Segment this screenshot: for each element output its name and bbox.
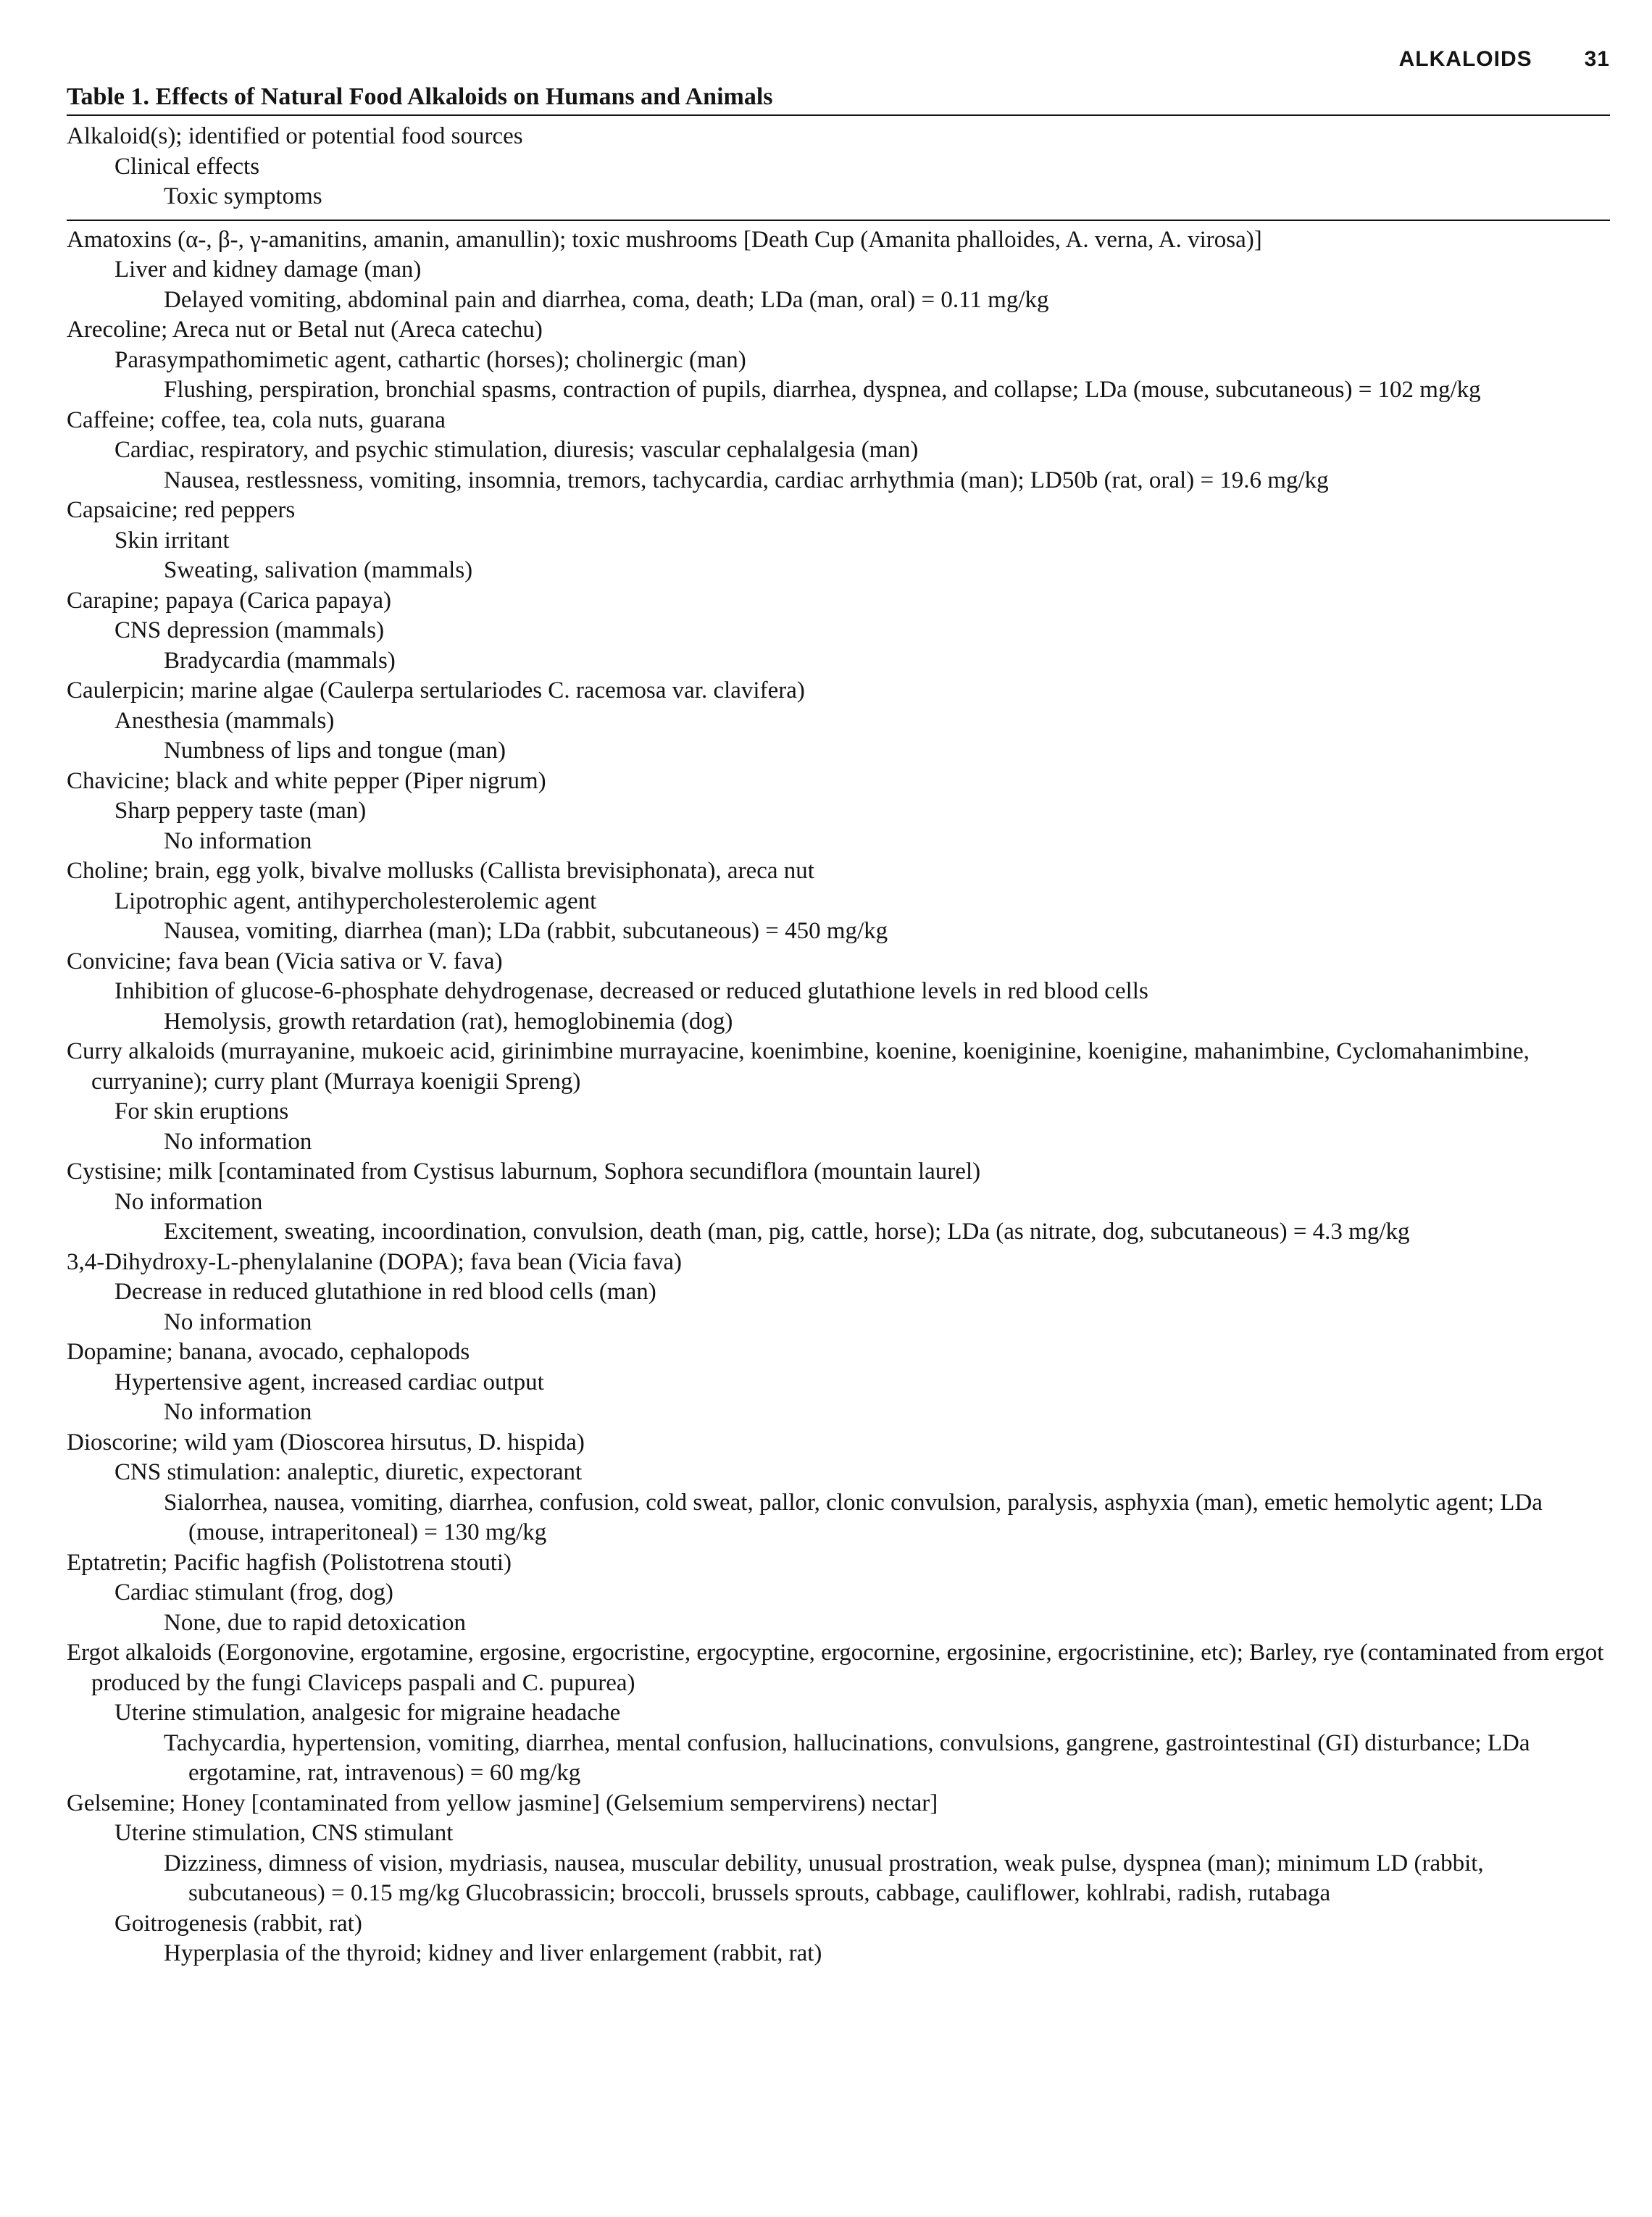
table-title: Table 1. Effects of Natural Food Alkaloids on Humans and Animals [67,83,773,110]
table-entries [67,221,1610,1969]
alkaloid-source: Carapine; papaya (Carica papaya) [67,587,391,614]
clinical-effects: Skin irritant [114,527,230,554]
alkaloid-source: Amatoxins (α-, β-, γ-amanitins, amanin, amanullin); toxic mushrooms [Death Cup (Amanita phalloides, A. verna, A. virosa)] [67,226,1262,253]
alkaloid-source: Arecoline; Areca nut or Betal nut (Areca catechu) [67,317,543,343]
alkaloid-source: Cystisine; milk [contaminated from Cystisus laburnum, Sophora secundiflora (mountain laurel) [67,1158,981,1185]
table-row [67,1037,1610,1157]
toxic-symptoms: Delayed vomiting, abdominal pain and diarrhea, coma, death; LDa (man, oral) = 0.11 mg/kg [164,286,1049,313]
table-row [67,1789,1610,1909]
alkaloid-source: Caulerpicin; marine algae (Caulerpa sertulariodes C. racemosa var. clavifera) [67,677,805,703]
table-row [67,586,1610,677]
alkaloid-source: Eptatretin; Pacific hagfish (Polistotrena stouti) [67,1549,512,1576]
toxic-symptoms: Tachycardia, hypertension, vomiting, diarrhea, mental confusion, hallucinations, convulsions, gangrene, gastrointestinal (GI) disturbance; LDa ergotamine, rat, intravenous) = 60 mg/kg [164,1729,1530,1786]
clinical-effects: Goitrogenesis (rabbit, rat) [114,1910,362,1937]
clinical-effects: Hypertensive agent, increased cardiac output [114,1369,544,1395]
table-row [67,947,1610,1037]
table-row [67,856,1610,947]
table-row [67,767,1610,857]
toxic-symptoms: Sweating, salivation (mammals) [164,557,473,583]
toxic-symptoms: No information [164,1308,312,1335]
clinical-effects: Cardiac, respiratory, and psychic stimulation, diuresis; vascular cephalalgesia (man) [114,437,919,463]
table-row [67,225,1610,316]
document-page [67,41,1610,1969]
column-header-clinical: Clinical effects [114,153,260,180]
toxic-symptoms: No information [164,1399,312,1425]
clinical-effects: CNS depression (mammals) [114,617,385,643]
alkaloid-source: Curry alkaloids (murrayanine, mukoeic acid, girinimbine murrayacine, koenimbine, koenine, koeniginine, koenigine, mahanimbine, Cyclomahanimbine, curryanine); curry plant (Murraya koenigii Spreng) [67,1038,1530,1095]
table-row [67,1548,1610,1639]
table-row [67,406,1610,496]
table-row [67,1428,1610,1548]
toxic-symptoms: None, due to rapid detoxication [164,1609,466,1636]
alkaloid-source: Convicine; fava bean (Vicia sativa or V. fava) [67,948,503,974]
toxic-symptoms: Dizziness, dimness of vision, mydriasis, nausea, muscular debility, unusual prostration, weak pulse, dyspnea (man); minimum LD (rabbit, subcutaneous) = 0.15 mg/kg Glucobrassicin; broccoli, brussels sprouts, cabbage, cauliflower, kohlrabi, radish, rutabaga [164,1850,1484,1906]
table-row [67,315,1610,406]
table-row [67,1638,1610,1789]
table-row [67,496,1610,586]
clinical-effects: Anesthesia (mammals) [114,707,335,734]
clinical-effects: Uterine stimulation, CNS stimulant [114,1820,454,1846]
clinical-effects: Lipotrophic agent, antihypercholesterolemic agent [114,888,597,914]
toxic-symptoms: Hemolysis, growth retardation (rat), hemoglobinemia (dog) [164,1008,733,1035]
toxic-symptoms: Nausea, restlessness, vomiting, insomnia, tremors, tachycardia, cardiac arrhythmia (man); LD50b (rat, oral) = 19.6 mg/kg [164,467,1329,493]
running-head-title: ALKALOIDS [1398,47,1532,71]
table-row [67,676,1610,767]
toxic-symptoms: Bradycardia (mammals) [164,647,396,674]
toxic-symptoms: Nausea, vomiting, diarrhea (man); LDa (rabbit, subcutaneous) = 450 mg/kg [164,918,888,944]
running-head [67,41,1610,78]
alkaloid-source: Gelsemine; Honey [contaminated from yellow jasmine] (Gelsemium sempervirens) nectar] [67,1790,938,1816]
clinical-effects: Cardiac stimulant (frog, dog) [114,1579,393,1606]
table-row [67,1157,1610,1248]
toxic-symptoms: Sialorrhea, nausea, vomiting, diarrhea, confusion, cold sweat, pallor, clonic convulsion, paralysis, asphyxia (man), emetic hemolytic agent; LDa (mouse, intraperitoneal) = 130 mg/kg [164,1489,1543,1545]
clinical-effects: Liver and kidney damage (man) [114,256,422,283]
clinical-effects: Sharp peppery taste (man) [114,798,367,824]
alkaloid-source: Choline; brain, egg yolk, bivalve mollusks (Callista brevisiphonata), areca nut [67,858,814,884]
toxic-symptoms: Excitement, sweating, incoordination, convulsion, death (man, pig, cattle, horse); LDa (as nitrate, dog, subcutaneous) = 4.3 mg/kg [164,1219,1410,1245]
table-row [67,1337,1610,1428]
toxic-symptoms: No information [164,827,312,854]
table-row [67,1248,1610,1338]
clinical-effects: Uterine stimulation, analgesic for migraine headache [114,1700,621,1726]
page-number: 31 [1584,47,1610,71]
clinical-effects: No information [114,1188,263,1215]
clinical-effects: Decrease in reduced glutathione in red blood cells (man) [114,1279,656,1305]
alkaloid-source: Chavicine; black and white pepper (Piper nigrum) [67,767,546,794]
table-row [67,1909,1610,1969]
clinical-effects: For skin eruptions [114,1098,289,1124]
alkaloid-source: Dioscorine; wild yam (Dioscorea hirsutus, D. hispida) [67,1429,585,1456]
alkaloid-source: 3,4-Dihydroxy-L-phenylalanine (DOPA); fava bean (Vicia fava) [67,1248,682,1275]
column-header-toxic: Toxic symptoms [164,183,322,209]
column-header-alkaloid: Alkaloid(s); identified or potential food sources [67,123,523,149]
alkaloid-source: Caffeine; coffee, tea, cola nuts, guarana [67,406,446,433]
column-headers [67,116,1610,220]
toxic-symptoms: No information [164,1128,312,1155]
alkaloid-source: Ergot alkaloids (Eorgonovine, ergotamine, ergosine, ergocristine, ergocyptine, ergocornine, ergosinine, ergocristinine, etc); Barley, rye (contaminated from ergot produced by the fungi Claviceps paspali and C. pupurea) [67,1640,1604,1696]
toxic-symptoms: Hyperplasia of the thyroid; kidney and liver enlargement (rabbit, rat) [164,1940,822,1966]
alkaloid-source: Dopamine; banana, avocado, cephalopods [67,1339,470,1365]
clinical-effects: Parasympathomimetic agent, cathartic (horses); cholinergic (man) [114,346,746,373]
toxic-symptoms: Flushing, perspiration, bronchial spasms, contraction of pupils, diarrhea, dyspnea, and collapse; LDa (mouse, subcutaneous) = 102 mg/kg [164,377,1481,403]
clinical-effects: Inhibition of glucose-6-phosphate dehydrogenase, decreased or reduced glutathione levels in red blood cells [114,978,1148,1004]
clinical-effects: CNS stimulation: analeptic, diuretic, expectorant [114,1459,583,1485]
toxic-symptoms: Numbness of lips and tongue (man) [164,738,506,764]
alkaloid-source: Capsaicine; red peppers [67,497,296,523]
